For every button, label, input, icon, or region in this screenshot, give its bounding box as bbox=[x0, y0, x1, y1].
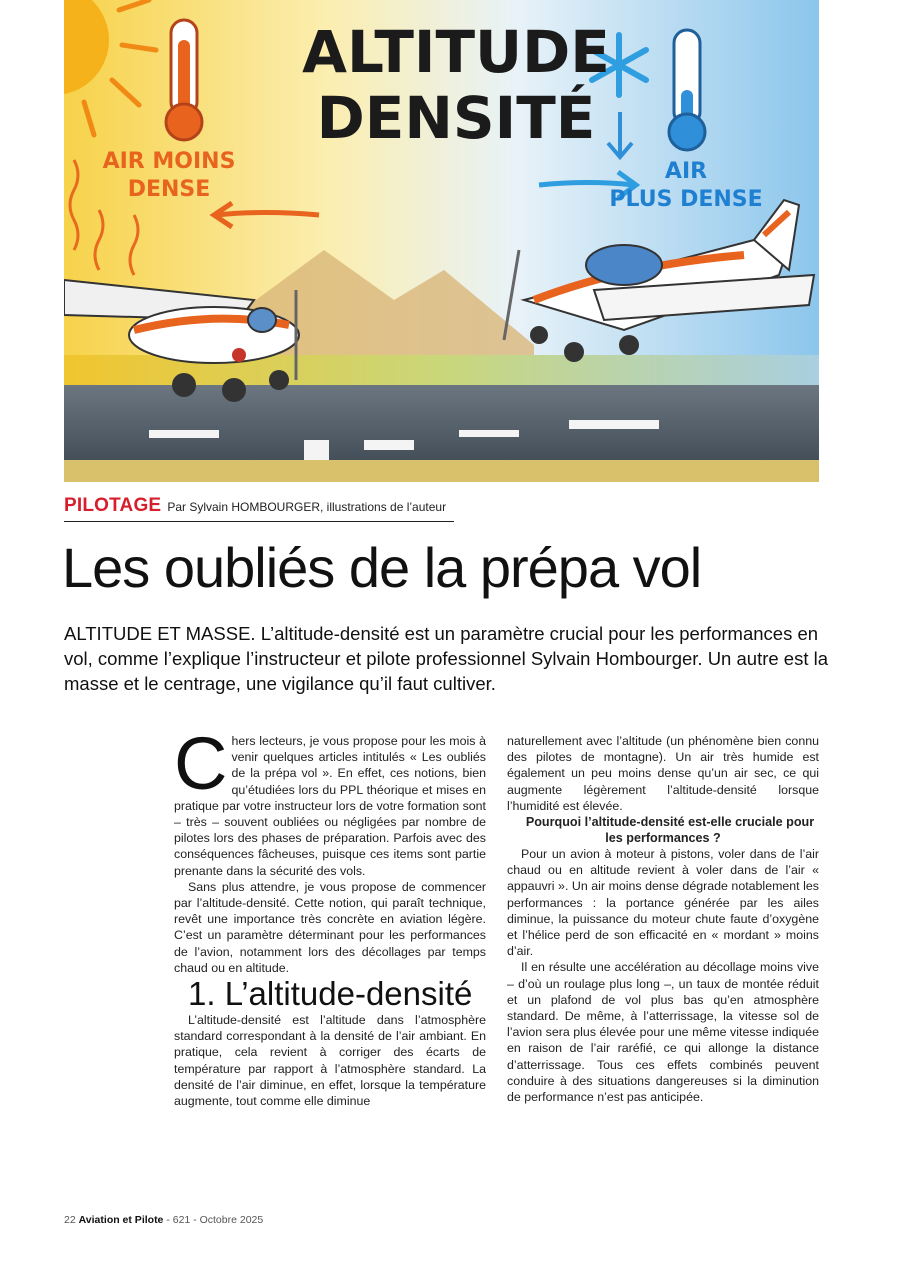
column-right bbox=[507, 733, 819, 1105]
page-footer bbox=[64, 1214, 263, 1226]
column-left bbox=[174, 722, 486, 1109]
paragraph-1 bbox=[174, 722, 486, 879]
article-title: Les oubliés de la prépa vol bbox=[62, 536, 702, 599]
paragraph-6: Il en résulte une accélération au décollage moins vive – d’où un roulage plus long –, un taux de montée réduit et un plafond de vol plus bas qu’en atmosphère standard. De même, à l’atterrissage, la vitesse sol de l’avion sera plus élevée pour une même vitesse indiquée en raison de l’air raréfié, ce qui allonge la distance d’atterrissage. Tous ces effets combinés peuvent conduire à des situations dangereuses si la diminution de performance n’est pas anticipée. bbox=[507, 960, 819, 1105]
illustration-title-line2: DENSITÉ bbox=[316, 84, 596, 152]
paragraph-5: Pour un avion à moteur à pistons, voler dans de l’air chaud ou en altitude revient à voler dans de l’air « appauvri ». Un air moins dense dégrade notablement les performances : la portance générée par les ailes diminue, la puissance du moteur chute faute d’oxygène et l’hélice perd de son efficacité en « mordant » moins d’air. bbox=[507, 847, 819, 959]
dropcap: C bbox=[174, 722, 228, 805]
right-label-line1: AIR bbox=[664, 159, 708, 184]
paragraph-4: naturellement avec l’altitude (un phénomène bien connu des pilotes de montagne). Un air très humide est également un peu moins dense qu’un air sec, ce qui augmente légèrement l’altitude-densité lorsque l’humidité est élevée. bbox=[507, 734, 819, 813]
illustration-canvas bbox=[64, 0, 819, 482]
magazine-name: Aviation et Pilote bbox=[78, 1214, 164, 1226]
article-chapo: ALTITUDE ET MASSE. L’altitude-densité est un paramètre crucial pour les performances en vol, comme l’explique l’instructeur et pilote professionnel Sylvain Hombourger. Un autre est la masse et le centrage, une vigilance qu’il faut cultiver. bbox=[64, 623, 829, 694]
foreground-grass bbox=[64, 460, 819, 482]
paragraph-3: L’altitude-densité est l’altitude dans l’atmosphère standard correspondant à la densité de l’air ambiant. En pratique, cela revient à corriger des écarts de température par rapport à l’atmosphère standard. La densité de l’air diminue, en effet, lorsque la température augmente, tout comme elle diminue bbox=[174, 1013, 486, 1109]
illustration-title-line1: ALTITUDE bbox=[302, 18, 610, 86]
right-label-line2: PLUS DENSE bbox=[609, 187, 763, 212]
page-number: 22 bbox=[64, 1214, 76, 1226]
thermometer-cold-icon bbox=[669, 30, 705, 150]
subheading: Pourquoi l’altitude-densité est-elle cruciale pour les performances ? bbox=[525, 815, 815, 846]
rubric-label: PILOTAGE bbox=[64, 495, 162, 516]
issue-info: - 621 - Octobre 2025 bbox=[166, 1214, 264, 1226]
runway bbox=[64, 385, 819, 470]
article-kicker bbox=[64, 495, 454, 522]
paragraph-1-text: hers lecteurs, je vous propose pour les mois à venir quelques articles intitulés « Les oubliés de la prépa vol ». En effet, ces notions, bien qu’étudiées lors du PPL théorique et mises en pratique par votre instructeur lors de votre formation sont – très – souvent oubliées ou négligées par nombre de pilotes lors des phases de préparation. Parfois avec des conséquences fâcheuses, puisque ces items sont partie prenante dans la sécurité des vols. bbox=[174, 734, 486, 878]
section-heading: 1. L’altitude-densité bbox=[188, 975, 473, 1013]
left-label-line2: DENSE bbox=[127, 177, 211, 202]
hero-illustration bbox=[64, 0, 819, 482]
left-label-line1: AIR MOINS bbox=[102, 149, 236, 174]
byline: Par Sylvain HOMBOURGER, illustrations de l’auteur bbox=[167, 500, 447, 514]
thermometer-hot-icon bbox=[166, 20, 202, 140]
paragraph-2: Sans plus attendre, je vous propose de commencer par l’altitude-densité. Cette notion, qui paraît technique, revêt une importance très concrète en aviation légère. C’est un paramètre déterminant pour les performances de l’avion, notamment lors des décollages par temps chaud ou en altitude. bbox=[174, 879, 486, 975]
